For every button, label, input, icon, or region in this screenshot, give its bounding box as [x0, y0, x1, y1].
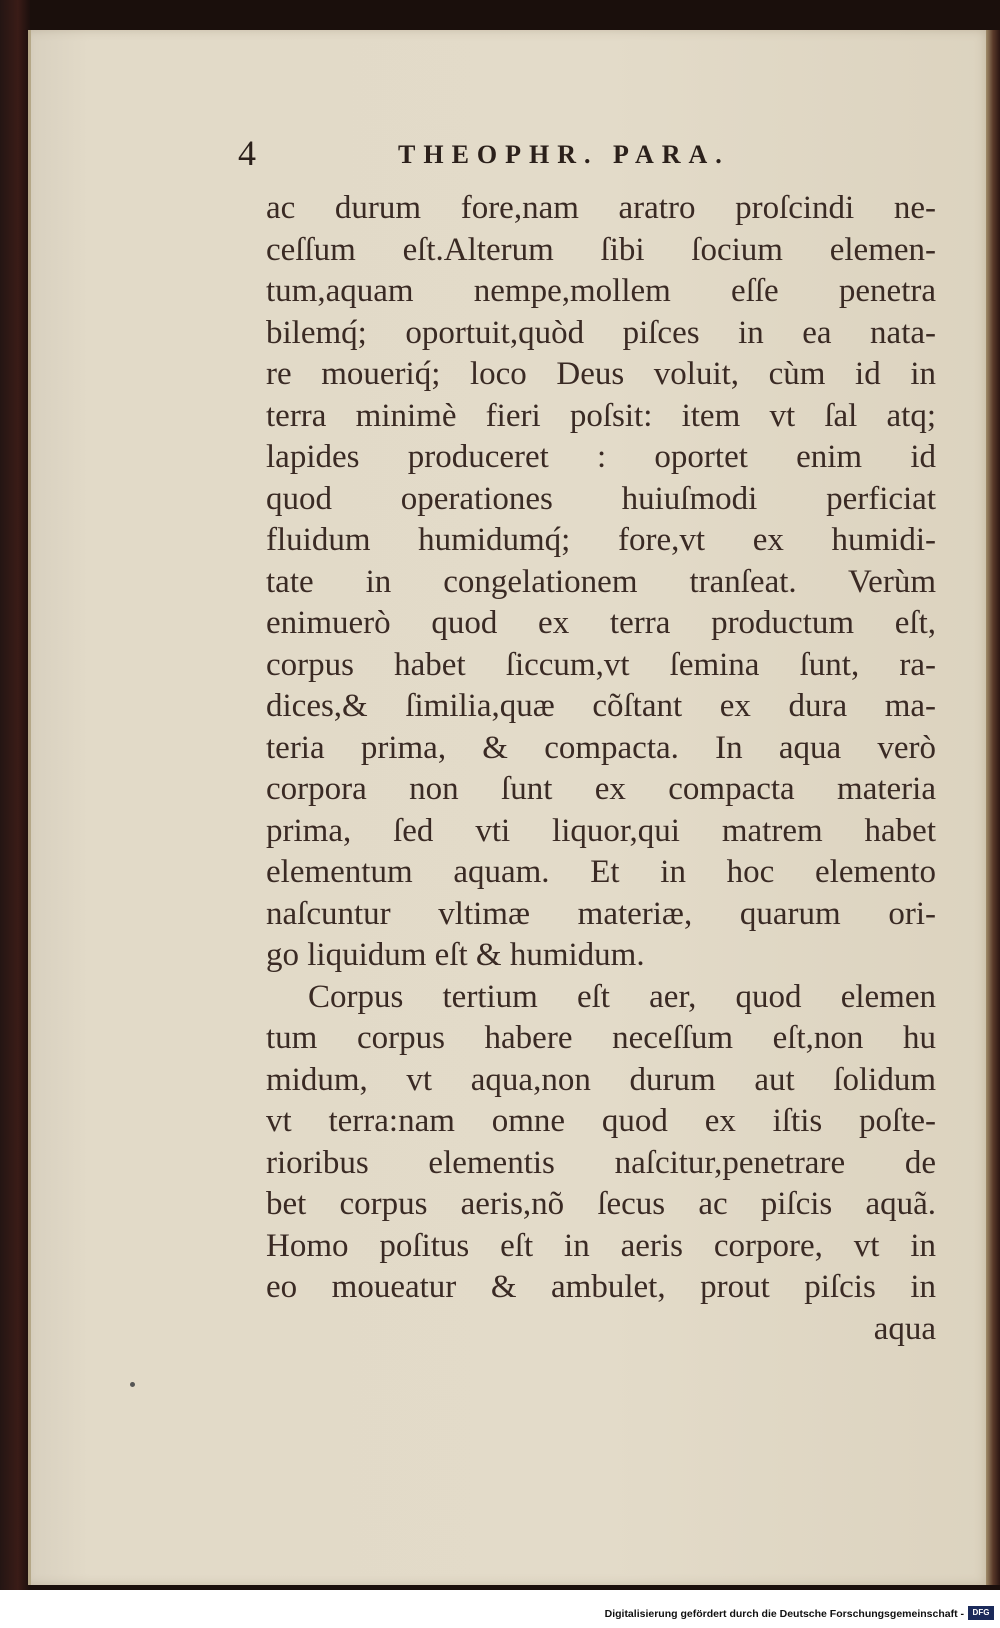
- book-spine: [0, 0, 30, 1590]
- text-line: Corpus tertium eſt aer, quod elemen: [308, 978, 936, 1015]
- text-line: tum corpus habere neceſſum eſt,non hu: [266, 1020, 936, 1056]
- page-number: 4: [238, 133, 256, 173]
- text-line: enimuerò quod ex terra productum eſt,: [266, 605, 936, 641]
- page-header: [238, 132, 938, 182]
- footer-credit: Digitalisierung gefördert durch die Deutsche Forschungsgemeinschaft -: [604, 1608, 964, 1620]
- text-line: tum,aquam nempe,mollem eſſe penetra: [266, 273, 936, 309]
- text-line: teria prima, & compacta. In aqua verò: [266, 729, 936, 766]
- text-line: go liquidum eſt & humidum.: [266, 937, 645, 973]
- running-head: THEOPHR. PARA.: [398, 140, 730, 169]
- text-line: fluidum humidumq́; fore,vt ex humidi-: [266, 522, 936, 558]
- text-line: dices,& ſimilia,quæ cõſtant ex dura ma-: [266, 688, 936, 724]
- text-line: eo moueatur & ambulet, prout piſcis in: [266, 1269, 936, 1305]
- ink-speck: [130, 1382, 135, 1387]
- text-line: corpora non ſunt ex compacta materia: [266, 771, 936, 807]
- text-line: lapides produceret : oportet enim id: [266, 439, 936, 475]
- text-line: Homo poſitus eſt in aeris corpore, vt in: [266, 1227, 936, 1264]
- text-line: midum, vt aqua,non durum aut ſolidum: [266, 1061, 936, 1098]
- text-line: re moueriq́; loco Deus voluit, cùm id in: [266, 356, 936, 392]
- page-edge: [986, 30, 1000, 1585]
- catchword: aqua: [873, 1310, 936, 1347]
- text-line: tate in congelationem tranſeat. Verùm: [266, 563, 936, 600]
- body-text: [266, 188, 936, 1350]
- dfg-logo: DFG: [968, 1606, 994, 1620]
- text-line: ceſſum eſt.Alterum ſibi ſocium elemen-: [266, 231, 936, 268]
- text-line: elementum aquam. Et in hoc elemento: [266, 854, 936, 890]
- text-line: quod operationes huiuſmodi perficiat: [266, 480, 936, 517]
- text-line: rioribus elementis naſcitur,penetrare de: [266, 1144, 936, 1181]
- text-line: ac durum fore,nam aratro proſcindi ne-: [266, 190, 936, 226]
- text-line: prima, ſed vti liquor,qui matrem habet: [266, 812, 936, 849]
- text-line: corpus habet ſiccum,vt ſemina ſunt, ra-: [266, 646, 936, 683]
- text-line: vt terra:nam omne quod ex iſtis poſte-: [266, 1103, 936, 1139]
- text-line: naſcuntur vltimæ materiæ, quarum ori-: [266, 895, 936, 932]
- text-line: bilemq́; oportuit,quòd piſces in ea nata-: [266, 314, 936, 351]
- text-line: bet corpus aeris,nõ ſecus ac piſcis aquã.: [266, 1186, 936, 1222]
- text-line: terra minimè fieri poſsit: item vt ſal atq;: [266, 397, 936, 434]
